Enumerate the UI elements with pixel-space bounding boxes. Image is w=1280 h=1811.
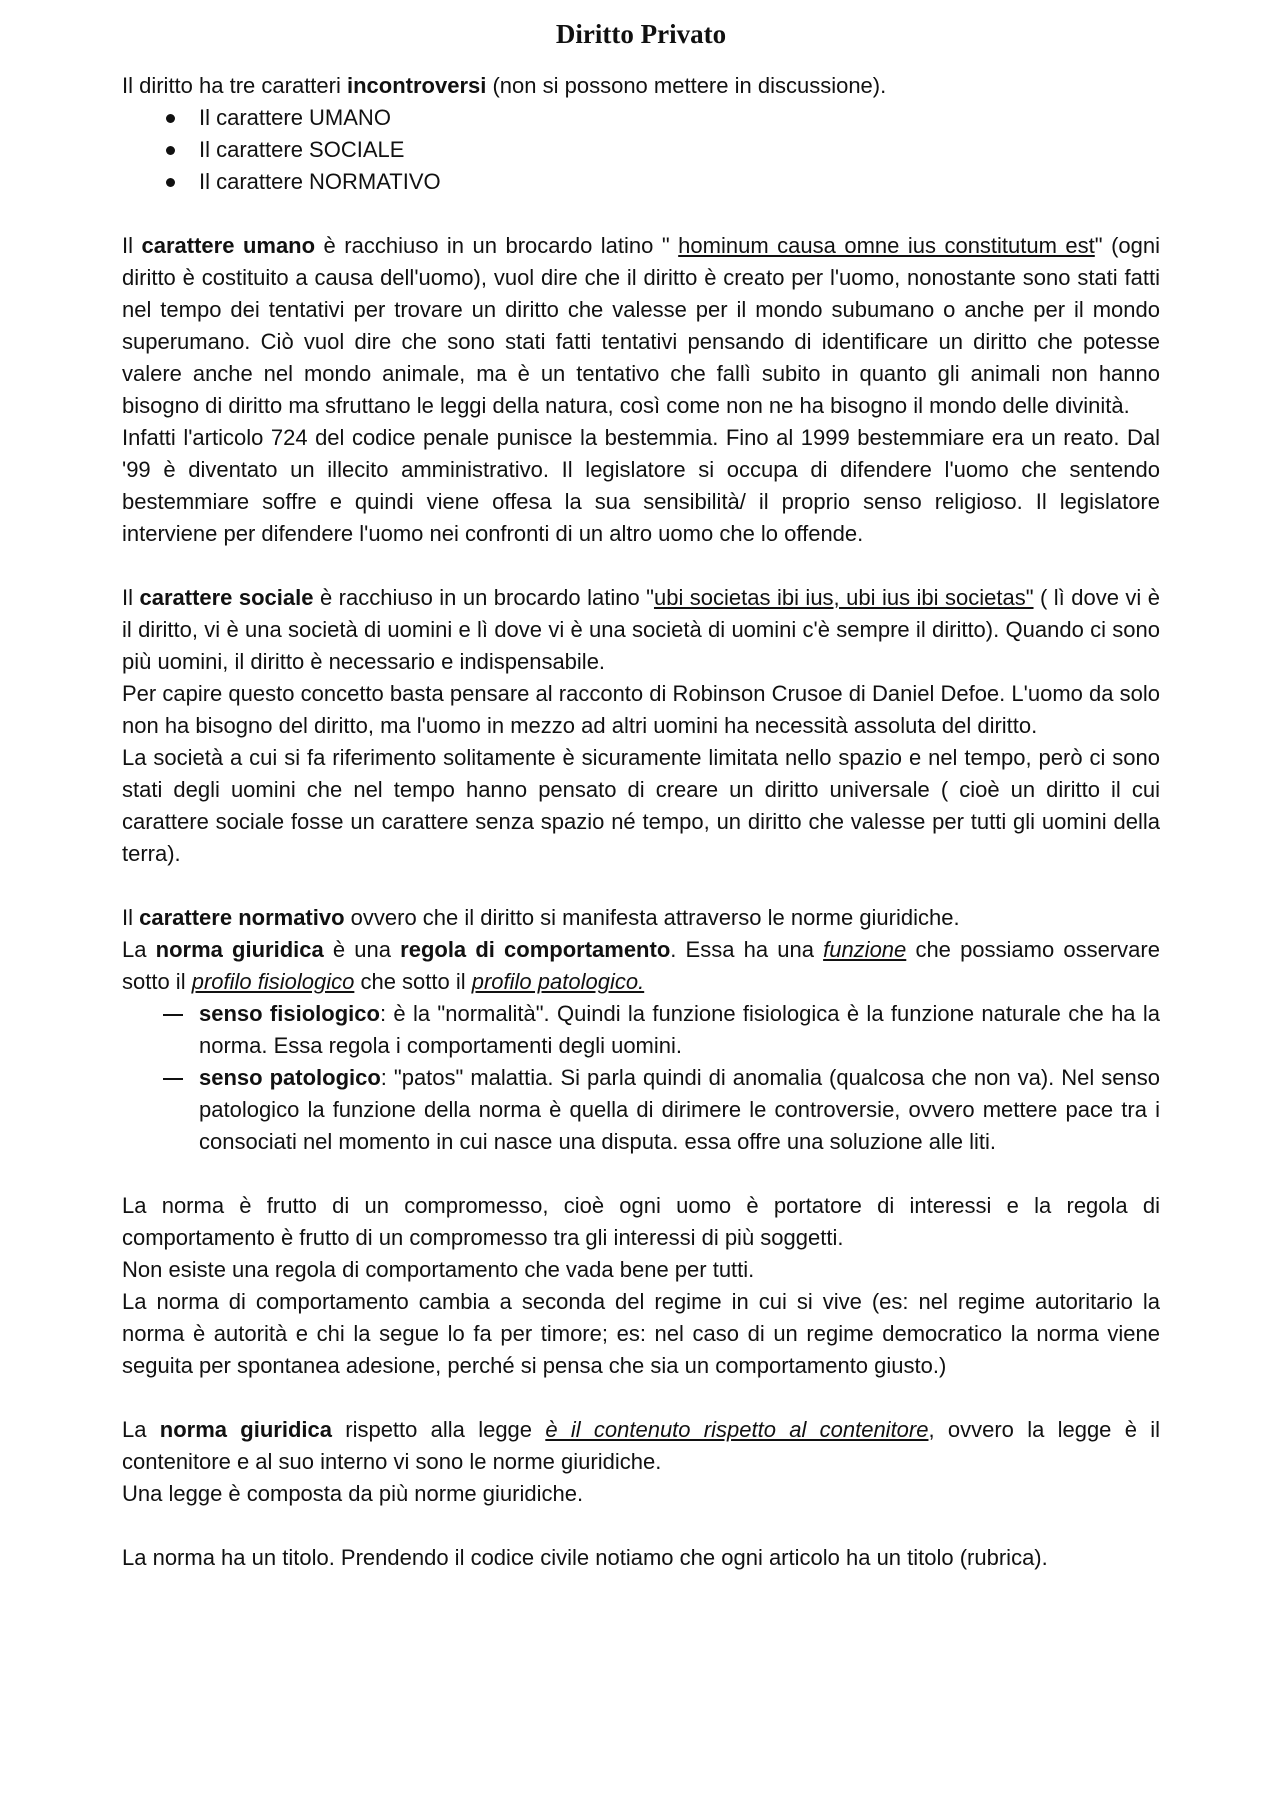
text-span: ovvero che il diritto si manifesta attraverso le norme giuridiche. <box>344 905 960 930</box>
intro-bold: incontroversi <box>346 73 487 98</box>
normativo-paragraph-2 <box>122 934 1160 998</box>
legge-paragraph-1 <box>122 1414 1160 1478</box>
text-span: Il <box>122 905 140 930</box>
list-item <box>122 998 1160 1062</box>
bold-term: senso fisiologico <box>199 1001 380 1026</box>
italic-term: è il contenuto rispetto al contenitore <box>545 1417 929 1442</box>
italic-term: profilo fisiologico <box>191 969 355 994</box>
normativo-paragraph-1 <box>122 902 1160 934</box>
compromesso-paragraph-3: La norma di comportamento cambia a seconda del regime in cui si vive (es: nel regime autoritario la norma è autorità e chi la segue lo fa per timore; es: nel caso di un regime democratico la norma viene seguita per spontanea adesione, perché si pensa che sia un comportamento giusto.) <box>122 1289 1160 1378</box>
spacer <box>122 1510 1160 1542</box>
spacer <box>122 870 1160 902</box>
text-span: : "patos" malattia. Si parla quindi di anomalia (qualcosa che non va). Nel senso patologico la funzione della norma è quella di dirimere le controversie, ovvero mettere pace tra i consociati nel momento in cui nasce una disputa. essa offre una soluzione alle liti. <box>199 1065 1160 1154</box>
titolo-paragraph: La norma ha un titolo. Prendendo il codice civile notiamo che ogni articolo ha un titolo (rubrica). <box>122 1545 1048 1570</box>
sociale-paragraph-3: La società a cui si fa riferimento solitamente è sicuramente limitata nello spazio e nel tempo, però ci sono stati degli uomini che nel tempo hanno pensato di creare un diritto universale ( cioè un diritto il cui carattere sociale fosse un carattere senza spazio né tempo, un diritto che valesse per tutti gli uomini della terra). <box>122 745 1160 866</box>
text-span: è racchiuso in un brocardo latino " <box>313 585 654 610</box>
latin-brocard: hominum causa omne ius constitutum est <box>678 233 1095 258</box>
intro-text: Il diritto ha tre caratteri <box>122 73 347 98</box>
italic-term: funzione <box>823 937 907 962</box>
intro-text-end: (non si possono mettere in discussione). <box>486 73 887 98</box>
document-page <box>122 14 1160 1574</box>
umano-paragraph-1 <box>122 230 1160 422</box>
list-item: Il carattere NORMATIVO <box>122 166 1160 198</box>
compromesso-paragraph-2: Non esiste una regola di comportamento che vada bene per tutti. <box>122 1257 755 1282</box>
text-span: . Essa ha una <box>670 937 824 962</box>
spacer <box>122 1158 1160 1190</box>
text-span: " (ogni diritto è costituito a causa dell'uomo), vuol dire che il diritto è creato per l'uomo, nonostante sono stati fatti nel tempo dei tentativi per trovare un diritto che valesse per il mondo subumano o anche per il mondo superumano. Ciò vuol dire che sono stati fatti tentativi pensando di identificare un diritto che potesse valere anche nel mondo animale, ma è un tentativo che fallì subito in quanto gli animali non hanno bisogno di diritto ma sfruttano le leggi della natura, così come non ne ha bisogno il mondo delle divinità. <box>122 233 1160 418</box>
legge-paragraph-2: Una legge è composta da più norme giuridiche. <box>122 1481 584 1506</box>
bold-term: norma giuridica <box>159 1417 332 1442</box>
list-item: Il carattere SOCIALE <box>122 134 1160 166</box>
bold-term: carattere sociale <box>139 585 314 610</box>
text-span: La <box>122 1417 160 1442</box>
bold-term: carattere umano <box>141 233 316 258</box>
sociale-paragraph-2: Per capire questo concetto basta pensare al racconto di Robinson Crusoe di Daniel Defoe. L'uomo da solo non ha bisogno del diritto, ma l'uomo in mezzo ad altri uomini ha necessità assoluta del diritto. <box>122 681 1160 738</box>
bold-term: carattere normativo <box>139 905 345 930</box>
text-span: Il <box>122 585 140 610</box>
page-title: Diritto Privato <box>555 19 727 49</box>
list-item: Il carattere UMANO <box>122 102 1160 134</box>
spacer <box>122 550 1160 582</box>
sociale-paragraph-1 <box>122 582 1160 678</box>
text-span: , ovvero la legge è il contenitore e al suo interno vi sono le norme giuridiche. <box>122 1417 1160 1474</box>
text-span: che sotto il <box>354 969 472 994</box>
compromesso-paragraph-1: La norma è frutto di un compromesso, cioè ogni uomo è portatore di interessi e la regola di comportamento è frutto di un compromesso tra gli interessi di più soggetti. <box>122 1193 1160 1250</box>
text-span: ( lì dove vi è il diritto, vi è una società di uomini e lì dove vi è una società di uomini c'è sempre il diritto). Quando ci sono più uomini, il diritto è necessario e indispensabile. <box>122 585 1161 674</box>
text-span: Il <box>122 233 142 258</box>
text-span: è una <box>323 937 401 962</box>
umano-paragraph-2: Infatti l'articolo 724 del codice penale punisce la bestemmia. Fino al 1999 bestemmiare era un reato. Dal '99 è diventato un illecito amministrativo. Il legislatore si occupa di difendere l'uomo che sentendo bestemmiare soffre e quindi viene offesa la sua sensibilità/ il proprio senso religioso. Il legislatore interviene per difendere l'uomo nei confronti di un altro uomo che lo offende. <box>122 425 1160 546</box>
text-span: che possiamo osservare sotto il <box>122 937 1160 994</box>
text-span: : è la "normalità". Quindi la funzione fisiologica è la funzione naturale che ha la norma. Essa regola i comportamenti degli uomini. <box>199 1001 1161 1058</box>
text-span: La <box>122 937 156 962</box>
italic-term: profilo patologico. <box>471 969 645 994</box>
bold-term: regola di comportamento <box>400 937 671 962</box>
latin-brocard: ubi societas ibi ius, ubi ius ibi societas" <box>653 585 1034 610</box>
text-span: è racchiuso in un brocardo latino " <box>315 233 679 258</box>
bold-term: norma giuridica <box>155 937 324 962</box>
spacer <box>122 1382 1160 1414</box>
intro-paragraph <box>122 70 1160 102</box>
bold-term: senso patologico <box>199 1065 381 1090</box>
caratteri-list <box>122 102 1160 198</box>
spacer <box>122 198 1160 230</box>
text-span: rispetto alla legge <box>331 1417 546 1442</box>
sensi-list <box>122 998 1160 1158</box>
list-item <box>122 1062 1160 1158</box>
